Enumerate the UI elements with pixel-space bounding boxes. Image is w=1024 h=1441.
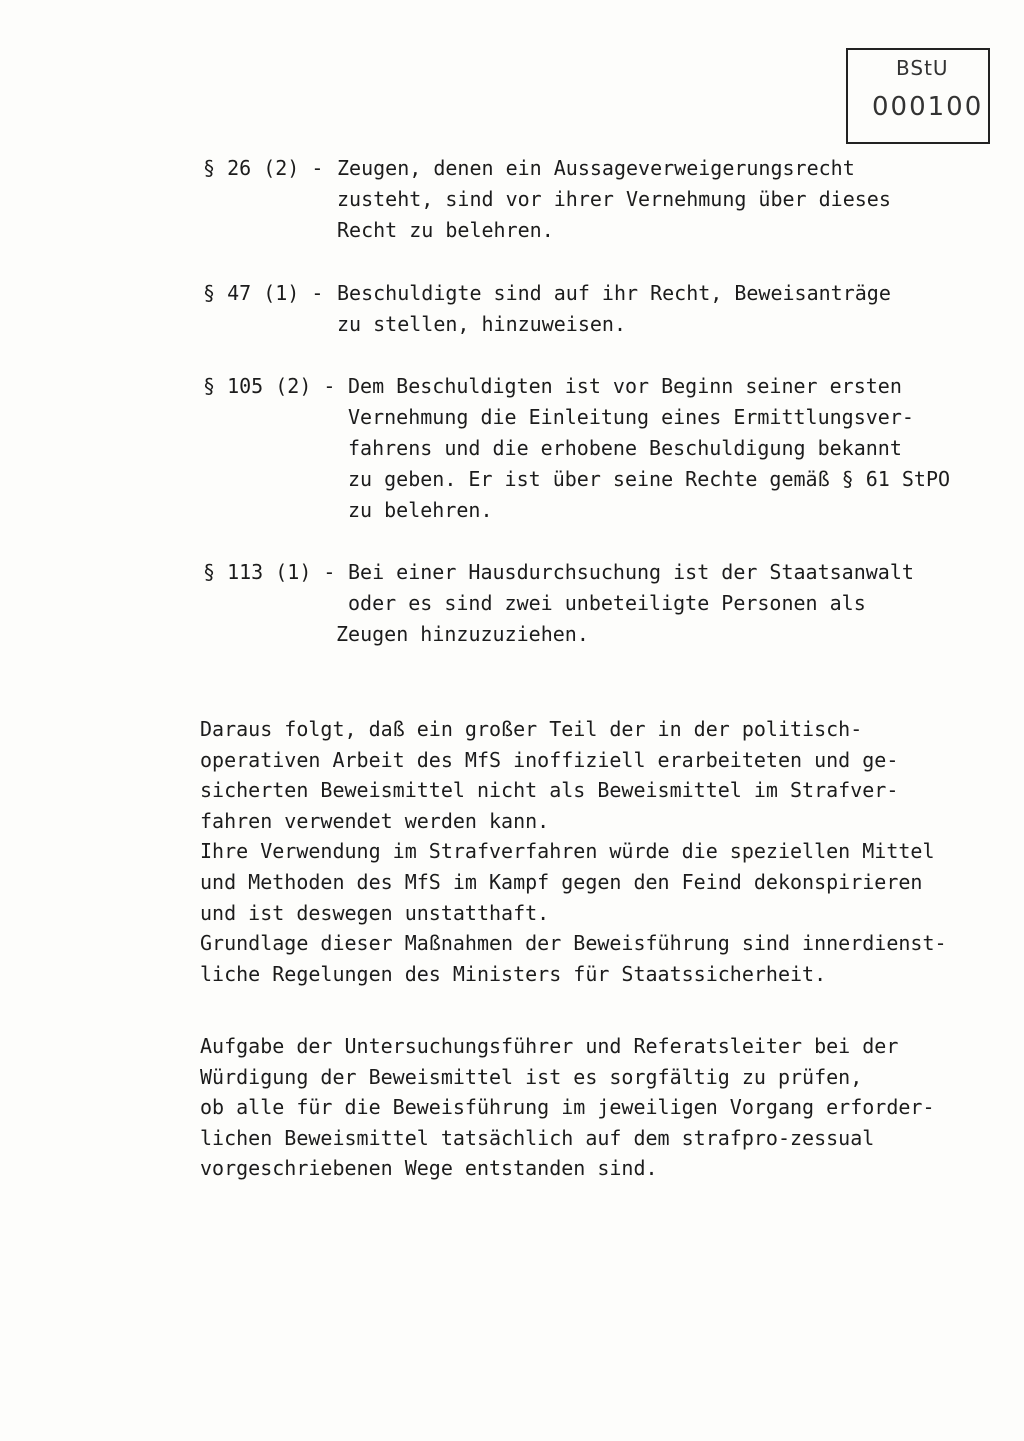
- paragraph-ref: § 47 (1) -: [203, 281, 324, 305]
- text-line: Aufgabe der Untersuchungsführer und Referatsleiter bei der: [200, 1034, 899, 1058]
- text-line: und ist deswegen unstatthaft.: [200, 900, 550, 925]
- text-line: Würdigung der Beweismittel ist es sorgfältig zu prüfen,: [200, 1064, 863, 1089]
- text-line: Bei einer Hausdurchsuchung ist der Staatsanwalt: [348, 560, 914, 584]
- paragraph-text: [348, 371, 950, 526]
- text-line: Recht zu belehren.: [337, 218, 554, 242]
- text-line: Beschuldigte sind auf ihr Recht, Beweisanträge: [337, 281, 891, 305]
- text-line: oder es sind zwei unbeteiligte Personen als: [348, 591, 866, 615]
- text-line: und Methoden des MfS im Kampf gegen den Feind dekonspirieren: [200, 869, 923, 894]
- text-line: zu stellen, hinzuweisen.: [337, 312, 626, 336]
- text-line: vorgeschriebenen Wege entstanden sind.: [200, 1156, 658, 1181]
- paragraph-text: [336, 557, 914, 650]
- paragraph-ref: § 105 (2) -: [203, 374, 336, 398]
- paragraph-ref: § 113 (1) -: [203, 560, 336, 584]
- archive-stamp: [846, 48, 990, 144]
- text-line: operativen Arbeit des MfS inoffiziell erarbeiteten und ge-: [200, 747, 899, 772]
- text-line: Grundlage dieser Maßnahmen der Beweisführung sind innerdienst-: [200, 931, 947, 956]
- paragraph-text: [337, 278, 891, 340]
- text-line: Daraus folgt, daß ein großer Teil der in der politisch-: [200, 717, 863, 741]
- closing-paragraph: [200, 1031, 935, 1184]
- stamp-number: 000100: [872, 92, 984, 122]
- text-line: zusteht, sind vor ihrer Vernehmung über dieses: [337, 187, 891, 211]
- text-line: Ihre Verwendung im Strafverfahren würde die speziellen Mittel: [200, 839, 935, 864]
- text-line: Vernehmung die Einleitung eines Ermittlungsver-: [348, 405, 914, 429]
- paragraph-text: [337, 153, 891, 246]
- text-line: liche Regelungen des Ministers für Staatssicherheit.: [200, 961, 827, 986]
- paragraph-ref: § 26 (2) -: [203, 156, 324, 180]
- text-line: lichen Beweismittel tatsächlich auf dem strafpro-zessual: [200, 1125, 875, 1150]
- stamp-org: BStU: [896, 56, 949, 80]
- text-line: fahren verwendet werden kann.: [200, 808, 550, 833]
- body-paragraph: [200, 714, 947, 989]
- text-line: Zeugen, denen ein Aussageverweigerungsrecht: [337, 156, 855, 180]
- text-line: Dem Beschuldigten ist vor Beginn seiner ersten: [348, 374, 902, 398]
- text-line: fahrens und die erhobene Beschuldigung bekannt: [348, 436, 902, 460]
- text-line: zu geben. Er ist über seine Rechte gemäß § 61 StPO: [348, 467, 951, 491]
- text-line: zu belehren.: [348, 498, 493, 522]
- text-line: ob alle für die Beweisführung im jeweiligen Vorgang erforder-: [200, 1095, 935, 1120]
- text-line: Zeugen hinzuzuziehen.: [336, 622, 589, 646]
- text-line: sicherten Beweismittel nicht als Beweismittel im Strafver-: [200, 778, 899, 803]
